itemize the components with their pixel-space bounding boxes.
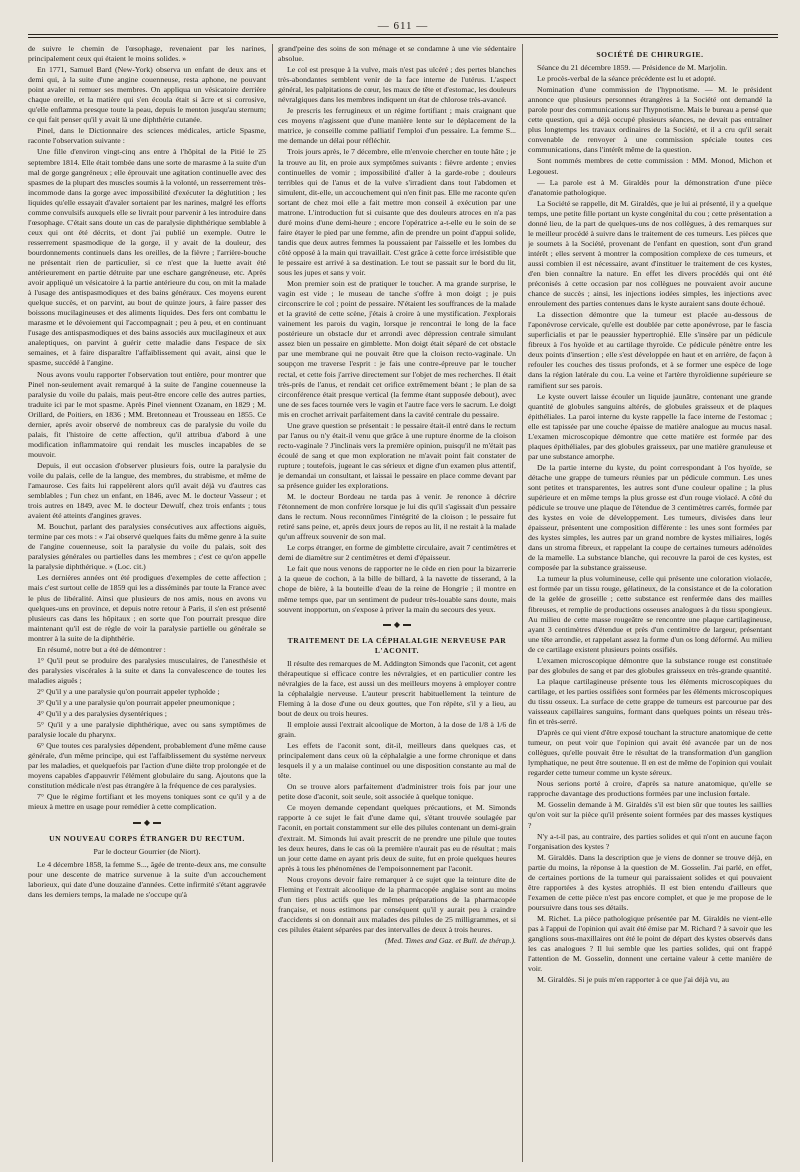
- paragraph: En résumé, notre but a été de démontrer :: [37, 644, 166, 654]
- paragraph: La tumeur la plus volumineuse, celle qui présente une coloration violacée, est formée par un tissu rouge, gélatineux, de la consistance et de la coloration de la gelée de groseille ; cette substance est renfermée dans des mailles fibreuses, et remplie de productions osseuses analogues à du tissu spongieux. Au milieu de cette masse rougeâtre se rencontre une plaque cartilagineuse, ayant 3 centimètres d'étendue et près d'un centimètre de largeur, présentant une tête arrondie, et rappelant assez la forme d'un os long déformé. Au milieu de ce cartilage existent plusieurs points ossifiés.: [528, 574, 772, 654]
- paragraph: Une grave question se présentait : le pessaire était-il entré dans le rectum par l'anus ou n'y était-il venu que grâce à une rupture énorme de la cloison recto-vaginale ? J'inclinais vers la première opinion, puisqu'il ne m'était pas écoulé de sang et que mon exploration ne m'avait point fait constater de rupture ; toutefois, jugeant le cas sérieux et digne d'un examen plus attentif, je demandai un consultant, et laissai le pessaire en place comme devant par sa présence guider les explorations.: [278, 420, 516, 491]
- paragraph: Les dernières années ont été prodigues d'exemples de cette affection ; mais c'est surtout celle de 1859 qui les a disséminés par toute la France avec le plus de libéralité. Ainsi que plusieurs de nos amis, nous en avons vu quelques-uns en province, et depuis notre retour à Paris, il s'en est présenté plusieurs cas dans les hôpitaux ; en sorte que l'on pourrait presque dire maintenant qu'il est de règle de voir la paralysie partielle ou générale se montrer à la suite de la diphthérie.: [28, 573, 266, 643]
- paragraph: Le fait que nous venons de rapporter ne le cède en rien pour la bizarrerie à la queue de cochon, à la bille de billard, à la navette de tisserand, à la chope de bière, à la bouteille d'eau de la reine de Hongrie ; il montre en même temps que, par un sentiment de pudeur très-louable sans doute, mais souvent inopportun, on s'expose à priver la main du secours des yeux.: [278, 564, 516, 614]
- list-item: 2° Qu'il y a une paralysie qu'on pourrait appeler typhoïde ;: [37, 686, 220, 696]
- paragraph: On se trouve alors parfaitement d'administrer trois fois par jour une petite dose d'aconit, soit seule, soit associée à quelque tonique.: [278, 782, 516, 802]
- paragraph: Nous serions porté à croire, d'après sa nature anatomique, qu'elle se rapproche davantage des productions formées par une inclusion fœtale.: [528, 779, 772, 799]
- paragraph: Il emploie aussi l'extrait alcoolique de Morton, à la dose de 1/8 à 1/6 de grain.: [278, 720, 516, 740]
- paragraph: La dissection démontre que la tumeur est placée au-dessous de l'aponévrose cervicale, qu'elle est doublée par cette aponévrose, par le fascia superficialis et par le peaussier hypertrophié. Elle s'insère par un pédicule fibreux à l'os hyoïde et au cartilage thyroïde. Ce pédicule pénètre entre les deux points d'insertion ; elle s'est développée en haut et en arrière, de façon à refouler les couches des tissus profonds, et à se former une espèce de loge dans la région latérale du cou. La veine et l'artère thyroïdienne supérieure se ramifient sur ses parois.: [528, 310, 772, 390]
- paragraph: Ce moyen demande cependant quelques précautions, et M. Simonds rapporte à ce sujet le fait d'une dame qui, s'étant trouvée soulagée par l'aconit, en portait constamment sur elle des pilules contenant un demi-grain d'extrait. M. Simonds lui avait prescrit de ne prendre une pilule que toutes les deux heures, dans le cas où la première n'aurait pas eu de résultat ; mais un jour cette dame en ayant pris deux de suite, fut en proie quelques heures après à tous les phénomènes de l'empoisonnement par l'aconit.: [278, 803, 516, 873]
- ornament-glyph: ◆: [391, 620, 403, 629]
- section-title: TRAITEMENT DE LA CÉPHALALGIE NERVEUSE PAR L'ACONIT.: [287, 635, 507, 655]
- page-number: — 611 —: [377, 20, 429, 32]
- ornament-glyph: ◆: [141, 818, 153, 827]
- source-citation: (Med. Times and Gaz. et Bull. de thérap.).: [384, 935, 516, 945]
- paragraph: Une fille d'environ vingt-cinq ans entre à l'hôpital de la Pitié le 25 septembre 1814. Elle était tombée dans une sorte de marasme à la suite d'un mal de gorge gangréneux ; elle éprouvait une agitation continuelle avec des spasmes de la plupart des muscles soumis à la volonté, un resserrement très-incommode dans la gorge avec impossibilité d'exécuter la déglutition ; les liquides qu'elle essayait d'avaler sortaient par les narines, malgré les efforts comme convulsifs auxquels elle se livrait pour parvenir à les introduire dans l'œsophage. C'était sans doute un cas de paralysie diphthérique semblable à ceux qui ont été décrits, et dont j'ai publié un exemple. Outre le resserrement spasmodique de la gorge, il y avait de la douleur, des bourdonnements continuels dans les oreilles, de la fièvre ; l'arrière-bouche ne présentait rien de particulier, si ce n'est que la luette avait été antérieurement en partie détruite par une eschare gangréneuse, etc. Après avoir appliqué un vésicatoire à la partie antérieure du cou, on mit la malade à l'usage des antispasmodiques et des bains généraux. Ces moyens eurent quelque succès, et on parvint, au bout de quinze jours, à faire passer des boissons mucilagineuses et des aliments liquides. Des fers ont combattu le marasme et le dévoiement qui l'accompagnait ; peu à peu, et en continuant l'usage des antispasmodiques et des bains associés aux mucilagineux et aux analeptiques, on parvint à guérir cette maladie dans l'espace de six semaines, et à faire disparaître l'affaiblissement qui avait, ainsi que le spasme, succédé à l'angine.: [28, 147, 266, 368]
- paragraph: Trois jours après, le 7 décembre, elle m'envoie chercher en toute hâte ; je la trouve au lit, en proie aux symptômes suivants : fièvre ardente ; envies continuelles de vomir ; impossibilité d'aller à la garde-robe ; douleurs terribles qui de l'anus et de la vulve s'irradient dans tout l'abdomen et simulent, dit-elle, un accouchement qui n'en finit pas. Elle me raconte qu'en sortant de chez moi elle a fait mettre mon conseil à exécution par une matrone. L'introduction fut si cuisante que des douleurs atroces en n'a pas duré moins d'une demi-heure ; encore l'opératrice a-t-elle eu le soin de se faire étayer le pied par une femme, afin de prendre un point d'appui solide, tandis que deux autres femmes la poussaient par l'aisselle et les lombes du côté opposé à la main qui travaillait. C'est grâce à cette force irrésistible que le pessaire est arrivé à sa destination. Le tout se passait sur le bord du lit, sous les jupes et sans y voir.: [278, 147, 516, 278]
- paragraph: M. Giraldès. Dans la description que je viens de donner se trouve déjà, en partie du moins, la réponse à la question de M. Gosselin. J'ai parlé, en effet, de certaines portions de la tumeur qui paraissaient solides et qui pouvaient être rapportées à des kystes atrophiés. Il est bien entendu d'ailleurs que l'examen de cette pièce n'est pas encore complet, et que je me propose de le poursuivre dans tous ses détails.: [528, 852, 772, 912]
- list-item: 1° Qu'il peut se produire des paralysies musculaires, de l'anesthésie et des paralysies viscérales à la suite et dans la convalescence de toutes les maladies aiguës ;: [28, 655, 266, 685]
- paragraph: — La parole est à M. Giraldès pour la démonstration d'une pièce d'anatomie pathologique.: [528, 177, 772, 197]
- list-item: 5° Qu'il y a une paralysie diphthérique, avec ou sans symptômes de paralysie locale du pharynx.: [28, 720, 266, 740]
- section-ornament: [278, 620, 516, 630]
- column-separator: [522, 44, 523, 1162]
- paragraph: Sont nommés membres de cette commission : MM. Monod, Michon et Legouest.: [528, 156, 772, 176]
- section-title: UN NOUVEAU CORPS ÉTRANGER DU RECTUM.: [49, 833, 245, 843]
- column-3: [528, 44, 772, 1162]
- paragraph: Nous croyons devoir faire remarquer à ce sujet que la teinture dite de Fleming et l'extrait alcoolique de la pharmacopée anglaise sont au moins d'un tiers plus actifs que les mêmes préparations de la pharmacopée française, et nous estimons par conséquent qu'il y aurait peu à craindre d'accidents si on donnait aux malades des pilules de 25 milligrammes, et si ces pilules étaient séparées par des intervalles de deux à trois heures.: [278, 874, 516, 934]
- paragraph: Le corps étranger, en forme de gimblette circulaire, avait 7 centimètres et demi de diamètre sur 2 centimètres et demi d'épaisseur.: [278, 543, 516, 563]
- section-ornament: [28, 818, 266, 828]
- paragraph: Le procès-verbal de la séance précédente est lu et adopté.: [537, 74, 716, 84]
- paragraph: de suivre le chemin de l'œsophage, revenaient par les narines, principalement ceux qui étaient le moins solides. »: [28, 44, 266, 64]
- paragraph: Le col est presque à la vulve, mais n'est pas ulcéré ; des pertes blanches très-abondantes semblent venir de la face interne de l'utérus. L'aspect général, les palpitations de cœur, les maux de tête et d'estomac, les douleurs névralgiques dans les membres indiquent un état de chlorose très-avancé.: [278, 65, 516, 105]
- paragraph: Les effets de l'aconit sont, dit-il, meilleurs dans quelques cas, et principalement dans ceux où la céphalalgie a une forme chronique et dans lesquels il y a un malaise continuel ou une disposition constante au mal de tête.: [278, 741, 516, 781]
- paragraph: M. Giraldès. Si je puis m'en rapporter à ce que j'ai déjà vu, au: [537, 975, 730, 985]
- paragraph: La Société se rappelle, dit M. Giraldès, que je lui ai présenté, il y a quelque temps, une petite fille portant un kyste congénital du cou ; cette présentation a donné lieu, de la part de quelques-uns de nos collègues, à des remarques sur le meilleur procédé à suivre dans le traitement de ces tumeurs. Les pièces que je soumets à la Société, provenant de l'enfant en question, sont d'un grand intérêt ; elles servent à montrer la composition complexe de ces tumeurs, et aussi combien il est nécessaire, avant d'instituer le traitement de ces kystes, d'en bien connaître la nature. En effet les divers procédés qui ont été préconisés à cette occasion par nos collègues ne pouvaient avoir aucune chance de succès ; ainsi, les injections iodées simples, les injections avec enroulement des parties contenues dans le kyste auraient sans doute échoué.: [528, 198, 772, 309]
- paragraph: Le kyste ouvert laisse écouler un liquide jaunâtre, contenant une grande quantité de globules sanguins altérés, de globules graisseux et de plaques épithéliales. La paroi interne du kyste rappelle la face interne de l'estomac ; elle est tapissée par une couche épaisse de matière analogue au mucus nasal. L'examen microscopique démontre que cette matière est formée par des plaques épithéliales, par des globules graisseux, par une matière granuleuse et par une substance amorphe.: [528, 391, 772, 461]
- list-item: 3° Qu'il y a une paralysie qu'on pourrait appeler pneumonique ;: [37, 698, 235, 707]
- paragraph: En 1771, Samuel Bard (New-York) observa un enfant de deux ans et demi qui, à la suite d'une angine couenneuse, resta aphone, ne pouvant point avaler ni remuer ses membres. On appliqua un vésicatoire derrière chaque oreille, et la matière qui s'en écoula était si âcre et si corrosive, qu'elle enflamma presque toute la peau, depuis le menton jusqu'au sternum; ce qui fait penser qu'il y avait là une diphthérie cutanée.: [28, 65, 266, 125]
- paragraph: De la partie interne du kyste, du point correspondant à l'os hyoïde, se détache une grappe de tumeurs réunies par un pédicule commun. Les unes sont petites et transparentes, les autres sont d'une couleur opaline ; la plus supérieure et en même temps la plus grosse est d'un rouge violacé. A côté du pédicule se trouve une plaque de l'étendue de 3 centimètres carrés, formée par des kystes en voie de développement. Les tumeurs, divisées dans leur épaisseur, présentent une composition différente : les unes sont formées par des kystes simples, les autres par un grand nombre de kystes miliaires, logés dans un stroma fibreux, et rappelant la coupe de certaines tumeurs adénoïdes de la mamelle. La substance blanche, qui recouvre la paroi de ces kystes, est composée par la substance graisseuse.: [528, 462, 772, 573]
- paragraph: La plaque cartilagineuse présente tous les éléments microscopiques du cartilage, et les parties ossifiées sont formées par les éléments microscopiques du tissu osseux. La surface de cette grappe de tumeurs est parcourue par des vaisseaux capillaires sanguins, formant dans quelques points un réseau très-fin et très-serré.: [528, 676, 772, 727]
- list-item: 4° Qu'il y a des paralysies dysentériques ;: [37, 709, 167, 719]
- paragraph: N'y a-t-il pas, au contraire, des parties solides et qui n'ont en aucune façon l'organisation des kystes ?: [528, 831, 772, 851]
- page-header: [28, 14, 778, 36]
- paragraph: Mon premier soin est de pratiquer le toucher. A ma grande surprise, le vagin est vide ; le museau de tanche s'offre à mon doigt ; je puis circonscrire le col ; point de pessaire. N'étaient les souffrances de la malade et la gravité de cette scène, j'étais à croire à une mystification. J'explorais vainement les parois du vagin, lorsque je rencontrai le long de la face postérieure un obstacle dur et arrondi avec dépression centrale simulant assez bien un pessaire en gimblette. Mon doigt était séparé de cet obstacle par une membrane qui ne pouvait être que la cloison recto-vaginale. Un soupçon me traverse l'esprit : je fais une contre-épreuve par le toucher rectal, et cette fois j'arrive directement sur l'objet de mes recherches. Il était très-près de l'anus, et rendait cet orifice extrêmement béant ; le plan de sa circonférence était presque vertical (la femme étant supposée debout), avec une de ses faces tournée vers le vagin et l'autre face vers le sacrum. Le doigt mis en crochet arrivait parfaitement dans la cavité centrale du pessaire.: [278, 279, 516, 419]
- paragraph: M. Gosselin demande à M. Giraldès s'il est bien sûr que toutes les saillies qu'on voit sur la pièce qu'il présente soient formées par des masses kystiques ?: [528, 800, 772, 830]
- paragraph: Pinel, dans le Dictionnaire des sciences médicales, article Spasme, raconte l'observation suivante :: [28, 126, 266, 146]
- paragraph: M. Bouchut, parlant des paralysies consécutives aux affections aiguës, termine par ces mots : « J'ai observé quelques faits du même genre à la suite de l'angine couenneuse, soit la paralysie du voile du palais, soit des paralysies générales ou partielles dans les membres ; c'est ce qu'on appelle la paralysie diphthérique. » (Loc. cit.): [28, 522, 266, 572]
- column-separator: [272, 44, 273, 1162]
- paragraph: Nomination d'une commission de l'hypnotisme. — M. le président annonce que plusieurs personnes étrangères à la Société ont demandé la parole pour des communications sur l'hypnotisme. Mais le bureau a pensé que cette question, qui a déjà occupé plusieurs séances, ne devait pas entraîner plus longtemps les travaux ordinaires de la Société, et il a cru qu'il serait convenable de renvoyer à une commission spéciale toutes ces communications, dans l'intérêt même de la question.: [528, 85, 772, 155]
- paragraph: Le 4 décembre 1858, la femme S..., âgée de trente-deux ans, me consulte pour une descente de matrice survenue à la suite d'un accouchement laborieux, qui date d'une douzaine d'années. Cette infirmité s'étant aggravée dans les derniers temps, la malade ne s'occupe qu'à: [28, 859, 266, 899]
- paragraph: Nous avons voulu rapporter l'observation tout entière, pour montrer que Pinel non-seulement avait remarqué à la suite de l'angine couenneuse la paralysie du voile du palais, mais peut-être encore celle des autres parties, traduite ici par le mot spasme. Après Pinel viennent Ozanam, en 1829 ; M. Orillard, de Poitiers, en 1836 ; MM. Bretonneau et Trousseau en 1855. Ce dernier, après avoir observé de nombreux cas de paralysie du voile du palais, fit l'histoire de cette affection, qu'il attribua d'abord à une modification inflammatoire qui rendait les muscles incapables de se mouvoir.: [28, 369, 266, 459]
- list-item: 7° Que le régime fortifiant et les moyens toniques sont ce qu'il y a de mieux à mettre en usage pour remédier à cette complication.: [28, 792, 266, 812]
- byline: Par le docteur Gourrier (de Niort).: [93, 846, 201, 856]
- paragraph: M. Richet. La pièce pathologique présentée par M. Giraldès ne vient-elle pas à l'appui de l'opinion qui avait été émise par M. Richard ? à savoir que les ganglions sous-maxillaires ont été le point de départ des kystes observés dans les cas analogues ? Il lui semble que les parties solides, qui ont frappé l'attention de M. Gosselin, donnent une certaine valeur à cette manière de voir.: [528, 913, 772, 974]
- paragraph: grand'peine des soins de son ménage et se condamne à une vie sédentaire absolue.: [278, 44, 516, 64]
- column-2: [278, 44, 516, 1162]
- paragraph: M. le docteur Bordeau ne tarda pas à venir. Je renonce à décrire l'étonnement de mon confrère lorsque je lui dis qu'il s'agissait d'un pessaire dans le rectum. Nous reconnûmes l'intégrité de la cloison ; le pessaire fut retiré sans peine, et, après deux jours de repos au lit, il ne restait à la malade qu'un affreux souvenir de son mal.: [278, 492, 516, 542]
- paragraph: Il résulte des remarques de M. Addington Simonds que l'aconit, cet agent thérapeutique si efficace contre les névralgies, et en particulier contre les névralgies de la face, est aussi un des meilleurs moyens à employer contre la céphalalgie nerveuse. L'auteur prescrit habituellement la teinture de Fleming à la dose d'une ou deux gouttes, que l'on répète, s'il y a lieu, au bout de deux ou trois heures.: [278, 658, 516, 718]
- column-1: [28, 44, 266, 1162]
- header-rule: [28, 34, 778, 38]
- list-item: 6° Que toutes ces paralysies dépendent, probablement d'une même cause générale, d'un même principe, qui est l'affaiblissement du système nerveux par les maladies, et quelquefois par l'action d'une diète trop prolongée et de moyens capables d'appauvrir l'élément globulaire du sang. Ajoutons que la constitution médicale n'est pas étrangère à la fréquence de ces paralysies.: [28, 741, 266, 791]
- paragraph: Je prescris les ferrugineux et un régime fortifiant ; mais craignant que ces moyens n'agissent que d'une manière lente sur le déplacement de la matrice, je conseille comme palliatif l'emploi d'un pessaire. La femme S... me demande un délai pour réfléchir.: [278, 106, 516, 146]
- paragraph: D'après ce qui vient d'être exposé touchant la structure anatomique de cette tumeur, on peut voir que l'opinion qui avait été avancée par un de nos collègues, qu'elle pouvait être le résultat de la transformation d'un ganglion lymphatique, ne peut être soutenue. Il en est de même de l'opinion qui voulait regarder cette tumeur comme un kyste séreux.: [528, 728, 772, 778]
- section-title: SOCIÉTÉ DE CHIRURGIE.: [596, 50, 704, 59]
- paragraph: Depuis, il eut occasion d'observer plusieurs fois, outre la paralysie du voile du palais, celle de la langue, des membres, du strabisme, et même de l'amaurose. Ces faits lui rappelèrent alors qu'il avait déjà vu d'autres cas semblables ; l'un chez un enfant, en 1846, avec M. le docteur Vasseur ; et trois autres en 1849, avec M. le docteur Dewulf, chez trois enfants ; tous avaient été atteints d'angines graves.: [28, 460, 266, 521]
- paragraph: L'examen microscopique démontre que la substance rouge est constituée par des globules de sang et par des globules graisseux en très-grande quantité.: [528, 655, 772, 675]
- session-line: Séance du 21 décembre 1859. — Présidence de M. Marjolin.: [537, 63, 728, 73]
